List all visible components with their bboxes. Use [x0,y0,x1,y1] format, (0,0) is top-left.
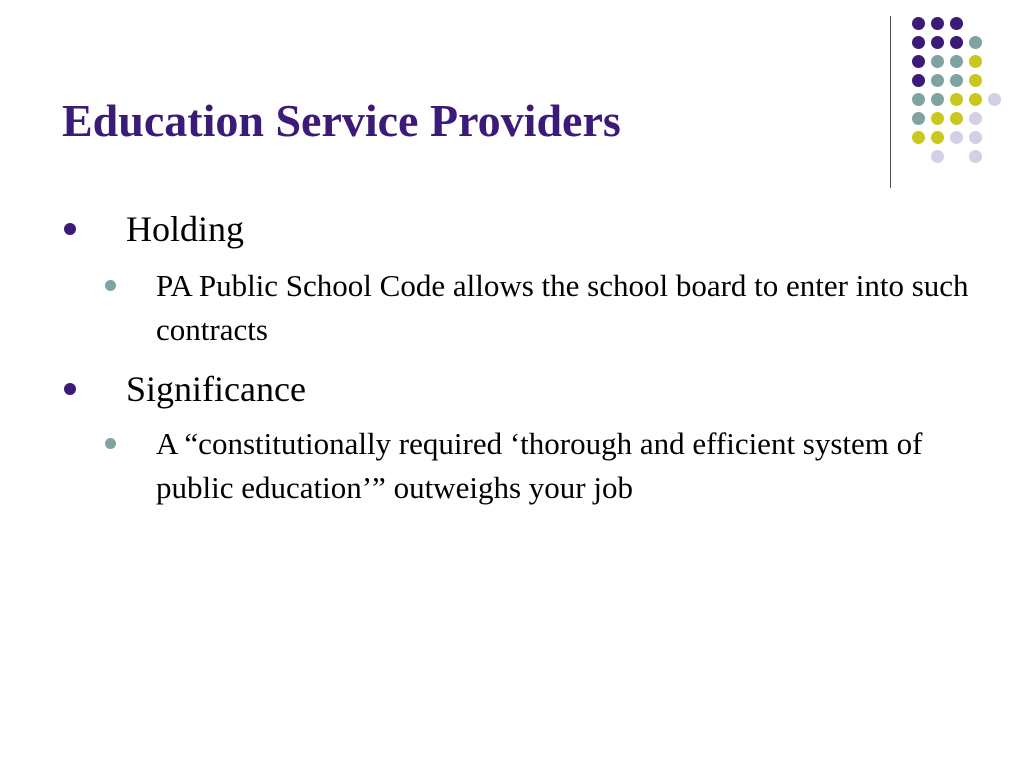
sub-bullet-dot-icon [105,438,116,449]
bullet-dot-icon [64,383,76,395]
decorative-dot [931,74,944,87]
decorative-dot [912,131,925,144]
decorative-dot [912,36,925,49]
decorative-dot [969,36,982,49]
decorative-dot [969,150,982,163]
slide-title: Education Service Providers [62,95,621,146]
decorative-dot [912,74,925,87]
decorative-dot [931,17,944,30]
vertical-divider [890,16,891,188]
decorative-dot [931,150,944,163]
decorative-dot [931,36,944,49]
sub-bullet-dot-icon [105,280,116,291]
decorative-dot [950,55,963,68]
decorative-dot [912,17,925,30]
decorative-dot [969,55,982,68]
decorative-dot [931,55,944,68]
decorative-dot [969,131,982,144]
bullet-dot-icon [64,223,76,235]
decorative-dot [950,74,963,87]
decorative-dot [988,93,1001,106]
decorative-dot [950,112,963,125]
decorative-dot [931,112,944,125]
decorative-dot [912,93,925,106]
sub-bullet-holding-detail: PA Public School Code allows the school board to enter into such contracts [156,268,969,347]
decorative-dot [969,74,982,87]
decorative-dot [950,131,963,144]
decorative-dot [969,112,982,125]
bullet-significance: Significance [126,369,306,409]
decorative-dot [950,17,963,30]
decorative-dot [912,112,925,125]
decorative-dot [931,93,944,106]
decorative-dot [912,55,925,68]
decorative-dot [950,93,963,106]
decorative-dot [931,131,944,144]
sub-bullet-significance-detail: A “constitutionally required ‘thorough and efficient system of public education’” outweighs your job [156,426,923,505]
decorative-dot [950,36,963,49]
bullet-holding: Holding [126,209,245,249]
decorative-dot [969,93,982,106]
